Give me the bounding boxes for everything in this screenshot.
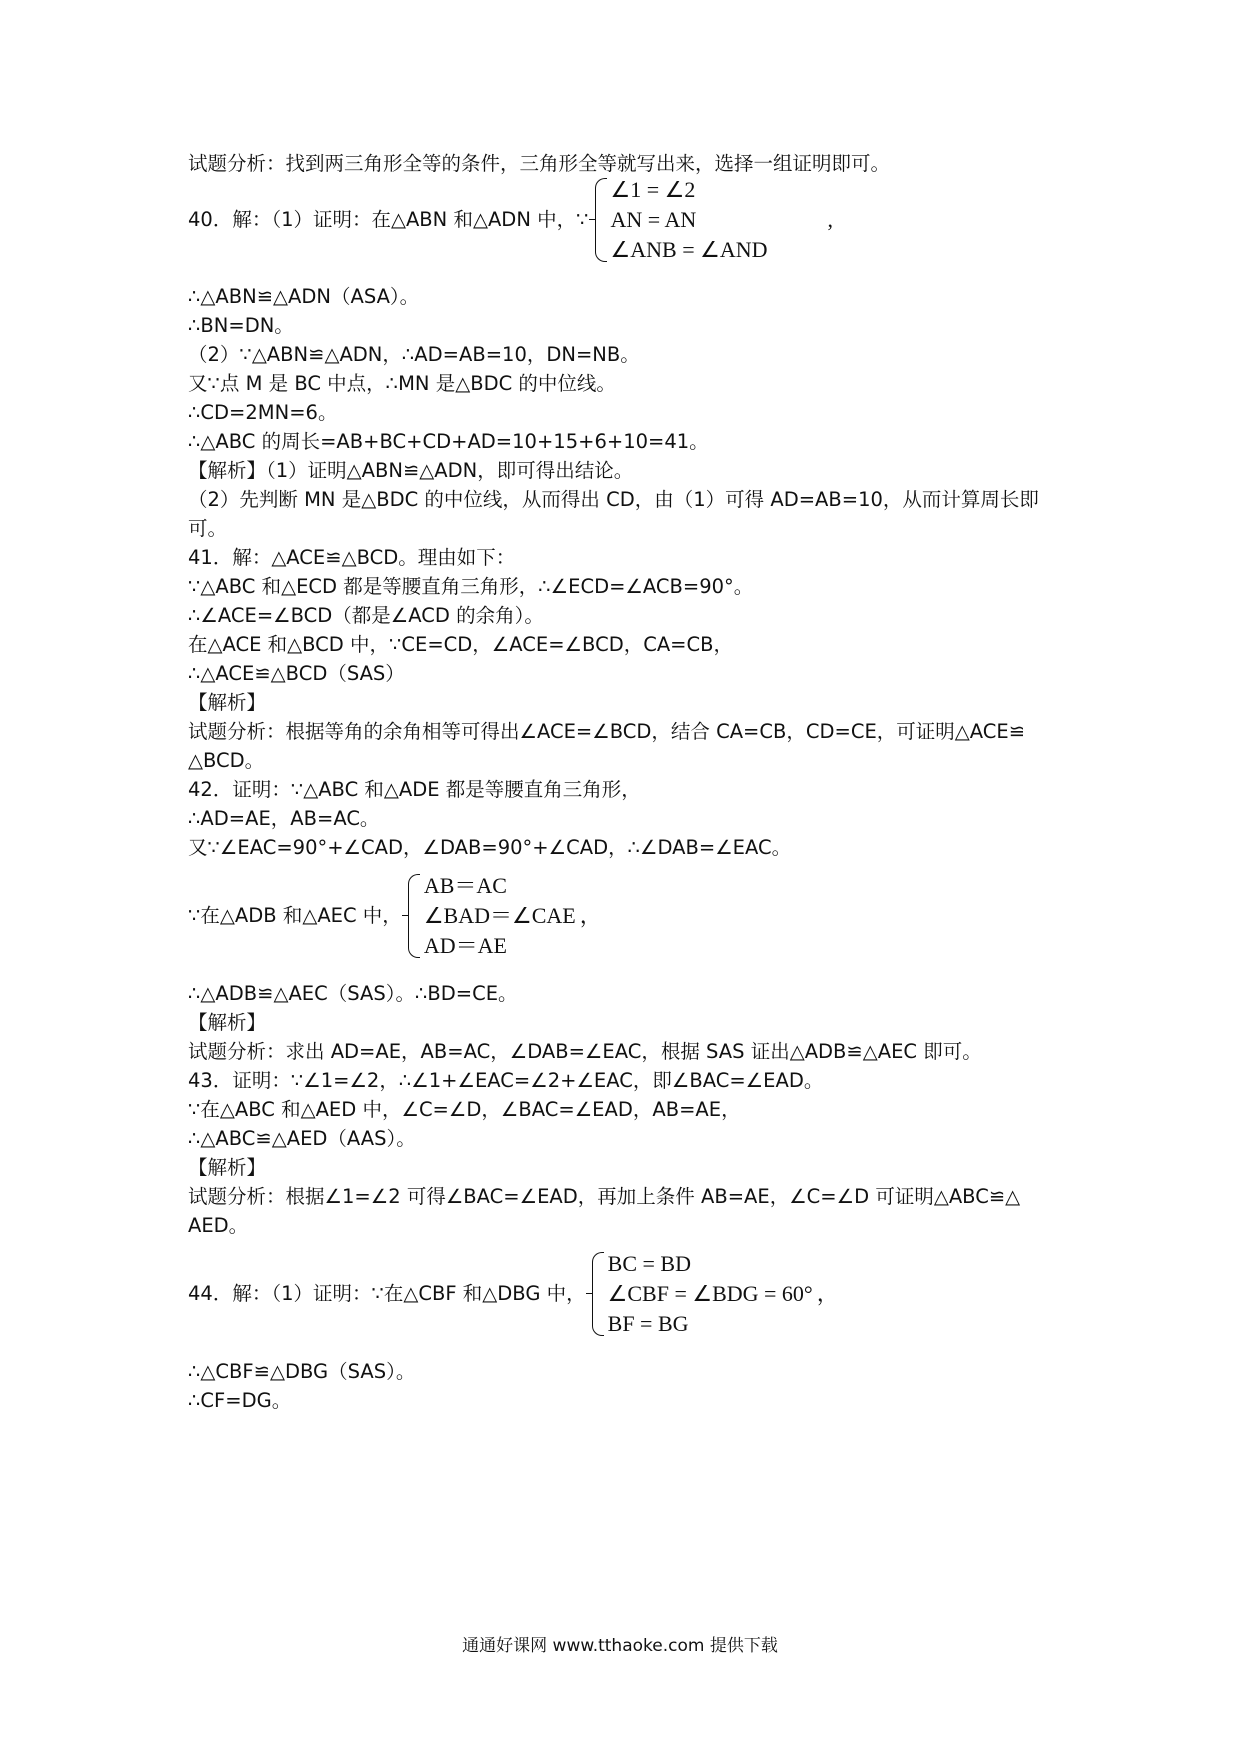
text-line: 【解析】（1）证明△ABN≌△ADN，即可得出结论。 bbox=[188, 459, 634, 482]
equation-row: AB＝AC bbox=[423, 873, 507, 898]
text-line: （2）先判断 MN 是△BDC 的中位线，从而得出 CD，由（1）可得 AD=AB=10，从而计算周长即 bbox=[188, 488, 1039, 511]
text-line: （2）∵△ABN≌△ADN，∴AD=AB=10，DN=NB。 bbox=[188, 343, 640, 366]
text-segment: 44．解：（1）证明：∵在△CBF 和△DBG 中， bbox=[188, 1282, 586, 1305]
text-line: △BCD。 bbox=[188, 749, 265, 772]
left-brace bbox=[408, 874, 420, 958]
text-line: ∴CD=2MN=6。 bbox=[188, 401, 338, 424]
text-line: ∴AD=AE，AB=AC。 bbox=[188, 807, 380, 830]
text-line: ∴△ABC 的周长=AB+BC+CD+AD=10+15+6+10=41。 bbox=[188, 430, 709, 453]
text-line: ∴△ACE≌△BCD（SAS） bbox=[188, 662, 405, 685]
equation-row: ∠BAD＝∠CAE bbox=[423, 903, 576, 928]
equation-system bbox=[611, 175, 768, 265]
text-line: ∴∠ACE=∠BCD（都是∠ACD 的余角）。 bbox=[188, 604, 544, 627]
equation-row: BF = BG bbox=[607, 1311, 689, 1336]
text-line: ∴△CBF≌△DBG（SAS）。 bbox=[188, 1360, 416, 1383]
text-line: ∴△ADB≌△AEC（SAS）。∴BD=CE。 bbox=[188, 982, 518, 1005]
text-line: 试题分析：根据等角的余角相等可得出∠ACE=∠BCD，结合 CA=CB，CD=CE，可证明△ACE≌ bbox=[188, 720, 1026, 743]
text-line: 可。 bbox=[188, 517, 228, 540]
equation-line-40 bbox=[188, 172, 1068, 268]
text-line: 试题分析：根据∠1=∠2 可得∠BAC=∠EAD，再加上条件 AB=AE，∠C=∠D 可证明△ABC≌△ bbox=[188, 1185, 1021, 1208]
equation-row: AD＝AE bbox=[423, 933, 507, 958]
text-segment: , bbox=[827, 207, 833, 232]
text-line: AED。 bbox=[188, 1214, 249, 1237]
page-footer: 通通好课网 www.tthaoke.com 提供下载 bbox=[462, 1636, 778, 1656]
text-line: 又∵点 M 是 BC 中点，∴MN 是△BDC 的中位线。 bbox=[188, 372, 616, 395]
text-line: ∵△ABC 和△ECD 都是等腰直角三角形，∴∠ECD=∠ACB=90°。 bbox=[188, 575, 754, 598]
left-brace bbox=[592, 1252, 604, 1336]
text-segment: 40．解：（1）证明：在△ABN 和△ADN 中，∵ bbox=[188, 208, 589, 231]
text-segment: ∵在△ADB 和△AEC 中， bbox=[188, 904, 402, 927]
left-brace bbox=[595, 178, 607, 262]
text-line: ∴CF=DG。 bbox=[188, 1389, 292, 1412]
text-line: ∵在△ABC 和△AED 中，∠C=∠D，∠BAC=∠EAD，AB=AE， bbox=[188, 1098, 741, 1121]
text-segment: ， bbox=[579, 903, 602, 928]
equation-row: AN = AN bbox=[610, 207, 697, 232]
text-line: 【解析】 bbox=[188, 1011, 267, 1034]
text-line: 42．证明：∵△ABC 和△ADE 都是等腰直角三角形， bbox=[188, 778, 641, 801]
equation-line-44 bbox=[188, 1246, 1068, 1342]
text-line: 试题分析：找到两三角形全等的条件，三角形全等就写出来，选择一组证明即可。 bbox=[188, 152, 891, 175]
text-line: ∴BN=DN。 bbox=[188, 314, 294, 337]
text-line: 试题分析：求出 AD=AE，AB=AC，∠DAB=∠EAC，根据 SAS 证出△ADB≌△AEC 即可。 bbox=[188, 1040, 982, 1063]
text-line: ∴△ABN≌△ADN（ASA）。 bbox=[188, 285, 420, 308]
equation-row: ∠ANB = ∠AND bbox=[610, 237, 768, 262]
equation-row: BC = BD bbox=[607, 1251, 691, 1276]
text-line: 41．解：△ACE≌△BCD。理由如下： bbox=[188, 546, 516, 569]
text-line: 又∵∠EAC=90°+∠CAD，∠DAB=90°+∠CAD，∴∠DAB=∠EAC。 bbox=[188, 836, 792, 859]
equation-system bbox=[424, 871, 576, 961]
text-line: ∴△ABC≌△AED（AAS）。 bbox=[188, 1127, 416, 1150]
equation-system bbox=[608, 1249, 813, 1339]
text-line: 43．证明：∵∠1=∠2，∴∠1+∠EAC=∠2+∠EAC，即∠BAC=∠EAD。 bbox=[188, 1069, 824, 1092]
equation-row: ∠CBF = ∠BDG = 60° bbox=[607, 1281, 813, 1306]
text-line: 在△ACE 和△BCD 中，∵CE=CD，∠ACE=∠BCD，CA=CB， bbox=[188, 633, 733, 656]
text-line: 【解析】 bbox=[188, 691, 267, 714]
equation-line-42 bbox=[188, 868, 1068, 964]
equation-row: ∠1 = ∠2 bbox=[610, 177, 696, 202]
text-line: 【解析】 bbox=[188, 1156, 267, 1179]
text-segment: ， bbox=[816, 1281, 839, 1306]
